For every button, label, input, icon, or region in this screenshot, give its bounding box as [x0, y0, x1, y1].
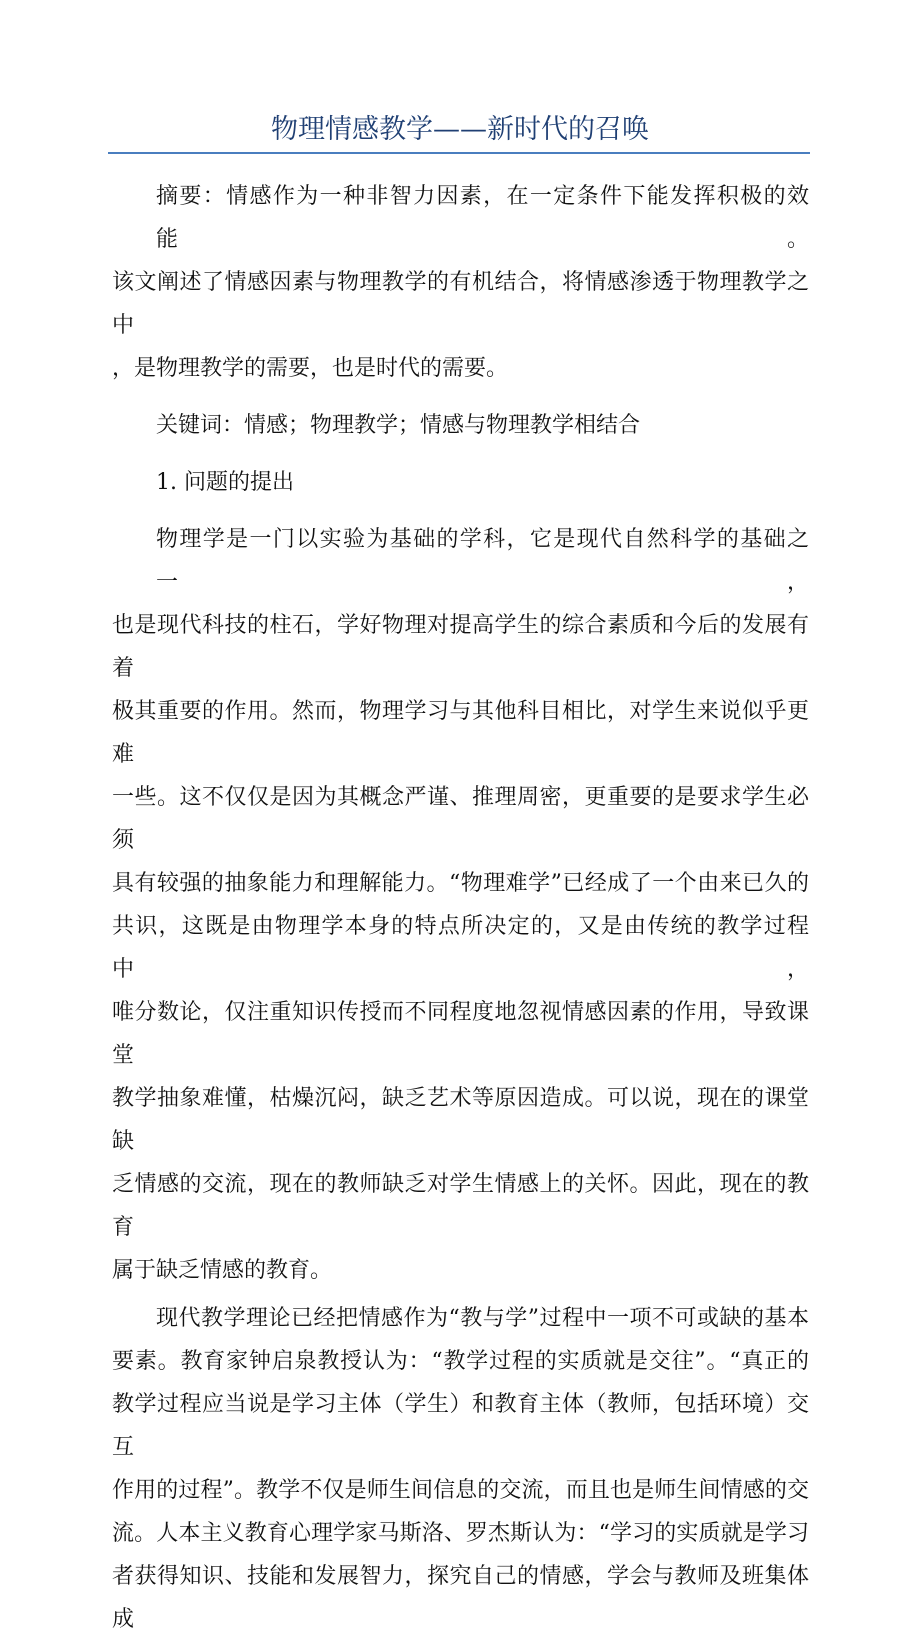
document-body — [112, 175, 809, 1641]
paragraph-line: 作用的过程”。教学不仅是师生间信息的交流，而且也是师生间情感的交 — [112, 1478, 809, 1503]
section-heading: 1. 问题的提出 — [156, 470, 294, 495]
paragraph-line: 共识，这既是由物理学本身的特点所决定的，又是由传统的教学过程中， — [112, 914, 809, 982]
paragraph-line: 极其重要的作用。然而，物理学习与其他科目相比，对学生来说似乎更难 — [112, 699, 809, 767]
paragraph-line: 属于缺乏情感的教育。 — [112, 1258, 333, 1283]
paragraph-line: 具有较强的抽象能力和理解能力。“物理难学”已经成了一个由来已久的 — [112, 871, 809, 896]
keywords: 关键词：情感；物理教学；情感与物理教学相结合 — [156, 413, 641, 438]
paragraph-line: 乏情感的交流，现在的教师缺乏对学生情感上的关怀。因此，现在的教育 — [112, 1172, 809, 1240]
abstract-line: 该文阐述了情感因素与物理教学的有机结合，将情感渗透于物理教学之中 — [112, 270, 809, 338]
paragraph-line: 教学过程应当说是学习主体（学生）和教育主体（教师，包括环境）交互 — [112, 1392, 809, 1460]
paragraph-line: 教学抽象难懂，枯燥沉闷，缺乏艺术等原因造成。可以说，现在的课堂缺 — [112, 1086, 809, 1154]
paragraph-line: 也是现代科技的柱石，学好物理对提高学生的综合素质和今后的发展有着 — [112, 613, 809, 681]
abstract-line: 摘要：情感作为一种非智力因素，在一定条件下能发挥积极的效能。 — [156, 184, 809, 252]
paragraph-line: 一些。这不仅仅是因为其概念严谨、推理周密，更重要的是要求学生必须 — [112, 785, 809, 853]
document-title: 物理情感教学——新时代的召唤 — [271, 114, 649, 145]
paragraph-line: 物理学是一门以实验为基础的学科，它是现代自然科学的基础之一， — [156, 527, 809, 595]
paragraph-line: 流。人本主义教育心理学家马斯洛、罗杰斯认为：“学习的实质就是学习 — [112, 1521, 809, 1546]
abstract-line: ，是物理教学的需要，也是时代的需要。 — [112, 356, 509, 381]
title-rule — [108, 152, 810, 154]
paragraph-line: 者获得知识、技能和发展智力，探究自己的情感，学会与教师及班集体成 — [112, 1564, 809, 1632]
paragraph-line: 要素。教育家钟启泉教授认为：“教学过程的实质就是交往”。“真正的 — [112, 1349, 809, 1374]
paragraph-line: 唯分数论，仅注重知识传授而不同程度地忽视情感因素的作用，导致课堂 — [112, 1000, 809, 1068]
paragraph-line: 现代教学理论已经把情感作为“教与学”过程中一项不可或缺的基本 — [156, 1306, 809, 1331]
